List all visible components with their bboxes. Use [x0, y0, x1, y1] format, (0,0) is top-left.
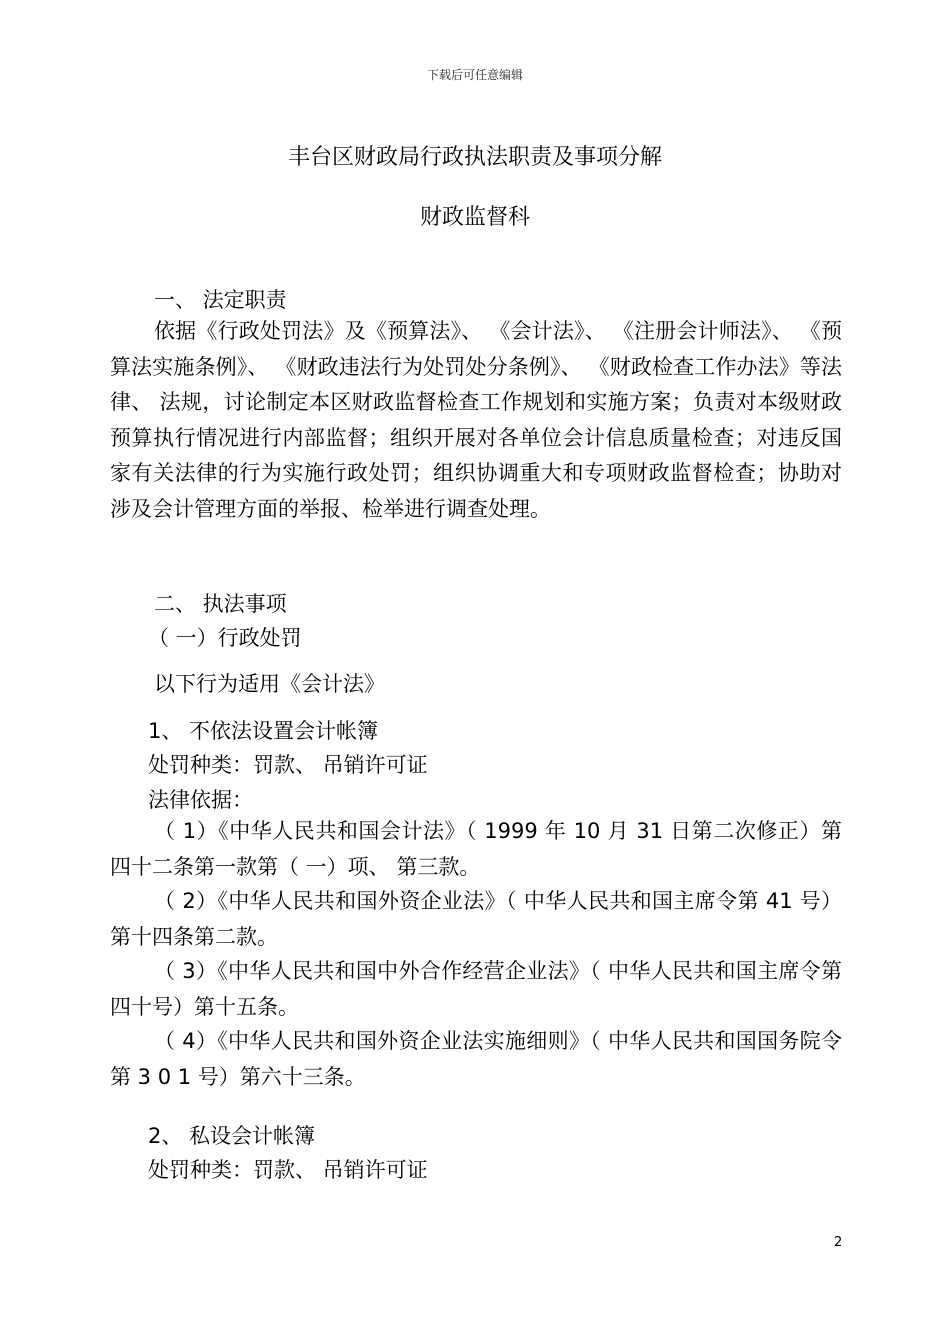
item1-basis-2-text: （ 2）《中华人民共和国外资企业法》（ 中华人民共和国主席令第 41 号）第十四条第二款。 — [110, 889, 842, 949]
item1-basis-4-text: （ 4）《中华人民共和国外资企业法实施细则》（ 中华人民共和国国务院令第 3 0 1 号）第六十三条。 — [110, 1029, 842, 1089]
page-number: 2 — [834, 1235, 843, 1250]
document-title: 丰台区财政局行政执法职责及事项分解 — [287, 145, 662, 170]
section2-heading: 二、 执法事项 — [154, 592, 287, 616]
item1-basis-3 — [110, 954, 842, 1025]
section2-subheading: （ 一）行政处罚 — [148, 626, 302, 650]
item2-title: 2、 私设会计帐簿 — [148, 1124, 316, 1148]
item1-basis-3-text: （ 3）《中华人民共和国中外合作经营企业法》（ 中华人民共和国主席令第四十号）第十五条。 — [110, 959, 842, 1019]
item2-penalty: 处罚种类：罚款、 吊销许可证 — [148, 1158, 428, 1182]
section2-intro: 以下行为适用《会计法》 — [154, 672, 385, 696]
item1-basis-4 — [110, 1024, 842, 1095]
department-subtitle: 财政监督科 — [419, 205, 530, 230]
section1-body-text: 依据《行政处罚法》及《预算法》、 《会计法》、 《注册会计师法》、 《预算法实施条例》、 《财政违法行为处罚处分条例》、 《财政检查工作办法》等法律、 法规，讨论制定本区财政监督检查工作规划和实施方案；负责对本级财政预算执行情况进行内部监督；组织开展对各单位会计信息质量检查；对违反国家有关法律的行为实施行政处罚；组织协调重大和专项财政监督检查；协助对涉及会计管理方面的举报、检举进行调查处理。 — [110, 319, 842, 521]
item1-penalty: 处罚种类：罚款、 吊销许可证 — [148, 753, 428, 777]
section1-body — [110, 314, 842, 527]
item1-basis-label: 法律依据： — [148, 788, 253, 812]
item1-basis-1 — [110, 814, 842, 885]
section1-heading: 一、 法定职责 — [154, 288, 287, 312]
item1-basis-1-text: （ 1）《中华人民共和国会计法》（ 1999 年 10 月 31 日第二次修正）第四十二条第一款第（ 一）项、 第三款。 — [110, 819, 842, 879]
page-header-note: 下载后可任意编辑 — [426, 68, 523, 82]
item1-title: 1、 不依法设置会计帐簿 — [148, 719, 379, 743]
item1-basis-2 — [110, 884, 842, 955]
